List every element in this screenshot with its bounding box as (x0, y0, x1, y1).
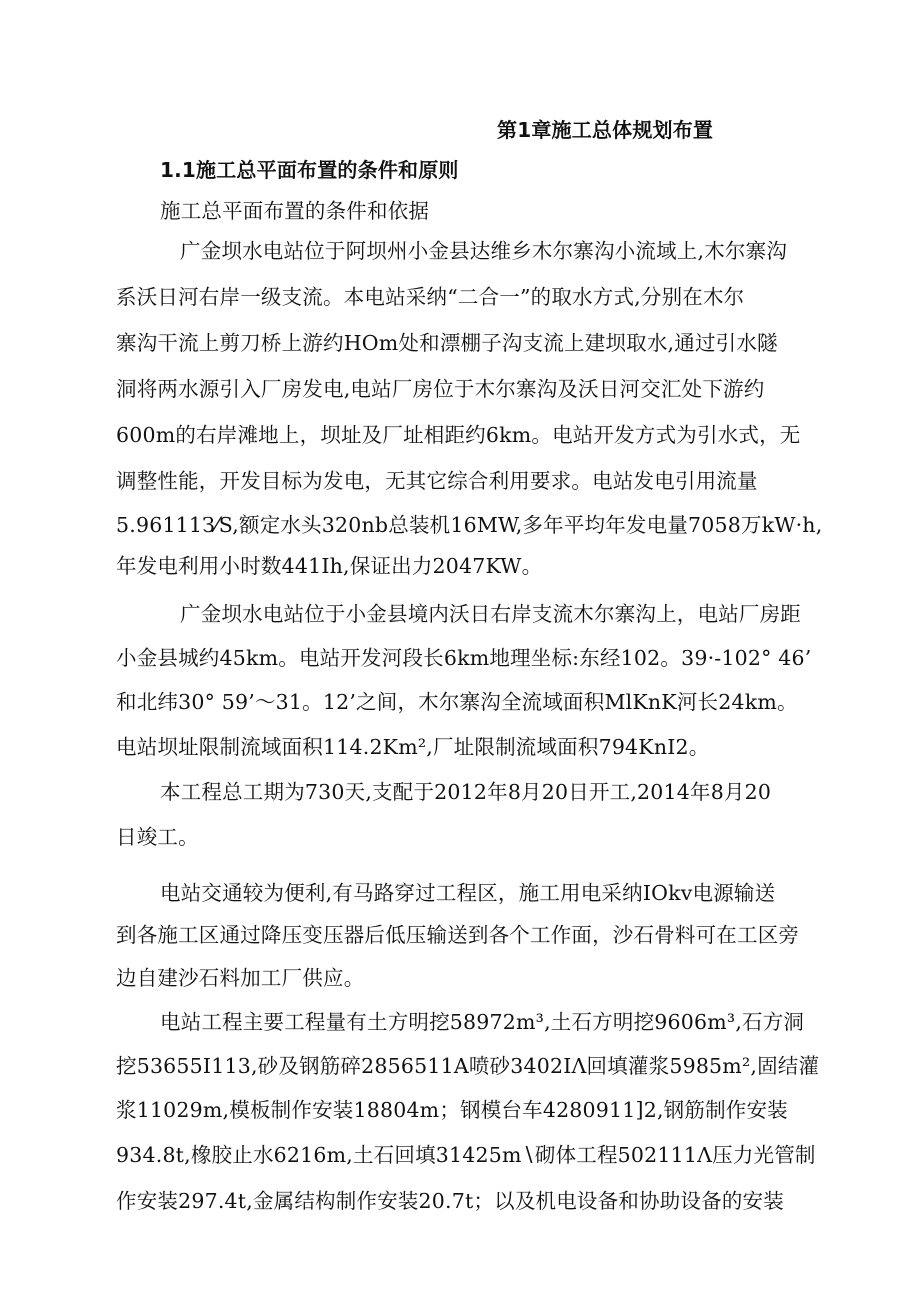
paragraph-line: 600m的右岸滩地上，坝址及厂址相距约6km。电站开发方式为引水式，无 (116, 423, 801, 447)
paragraph-line: 和北纬30° 59’～31。12’之间，木尔寨沟全流域面积MlKnK河长24km。 (116, 690, 798, 714)
chapter-title: 第1章施工总体规划布置 (497, 118, 714, 142)
paragraph-line: 广金坝水电站位于小金县境内沃日右岸支流木尔寨沟上，电站厂房距 (180, 602, 801, 626)
paragraph-line: 934.8t,橡胶止水6216m,土石回填31425m∖砌体工程502111Λ压力光管制 (116, 1143, 816, 1167)
paragraph-line: 作安装297.4t,金属结构制作安装20.7t；以及机电设备和协助设备的安装 (116, 1189, 784, 1213)
paragraph-line: 洞将两水源引入厂房发电,电站厂房位于木尔寨沟及沃日河交汇处下游约 (116, 377, 765, 401)
paragraph-line: 系沃日河右岸一级支流。本电站采纳“二合一”的取水方式,分别在木尔 (116, 285, 745, 309)
paragraph-line: 本工程总工期为730天,支配于2012年8月20日开工,2014年8月20 (160, 780, 772, 804)
paragraph-line: 浆11029m,模板制作安装18804m；钢模台车4280911]2,钢筋制作安装 (116, 1098, 788, 1122)
paragraph-line: 边自建沙石料加工厂供应。 (116, 966, 365, 990)
paragraph-line: 年发电利用小时数441Ih,保证出力2047KW。 (116, 554, 543, 578)
section-title: 1.1施工总平面布置的条件和原则 (160, 158, 459, 182)
paragraph-line: 电站工程主要工程量有土方明挖58972m³,土石方明挖9606m³,石方洞 (160, 1010, 805, 1034)
paragraph-line: 日竣工。 (116, 825, 199, 849)
paragraph-line: 广金坝水电站位于阿坝州小金县达维乡木尔寨沟小流域上,木尔寨沟 (180, 239, 788, 263)
paragraph-line: 电站交通较为便利,有马路穿过工程区，施工用电采纳IOkv电源输送 (160, 881, 776, 905)
paragraph-line: 小金县城约45km。电站开发河段长6km地理坐标:东经102。39·-102° 46’ (116, 646, 812, 670)
paragraph-line: 调整性能，开发目标为发电，无其它综合利用要求。电站发电引用流量 (116, 469, 758, 493)
subsection-title: 施工总平面布置的条件和依据 (160, 199, 430, 223)
paragraph-line: 到各施工区通过降压变压器后低压输送到各个工作面，沙石骨料可在工区旁 (116, 923, 800, 947)
paragraph-line: 挖53655I113,砂及钢筋碎2856511A喷砂3402IΛ回填灌浆5985m²,固结灌 (116, 1054, 820, 1078)
paragraph-line: 寨沟干流上剪刀桥上游约HOm处和漂棚子沟支流上建坝取水,通过引水隧 (116, 331, 778, 355)
paragraph-line: 电站坝址限制流域面积114.2Km²,厂址限制流域面积794KnI2。 (116, 735, 710, 759)
paragraph-line: 5.96111З⁄S,额定水头320nb总装机16MW,多年平均年发电量7058万kW·h, (116, 513, 823, 537)
